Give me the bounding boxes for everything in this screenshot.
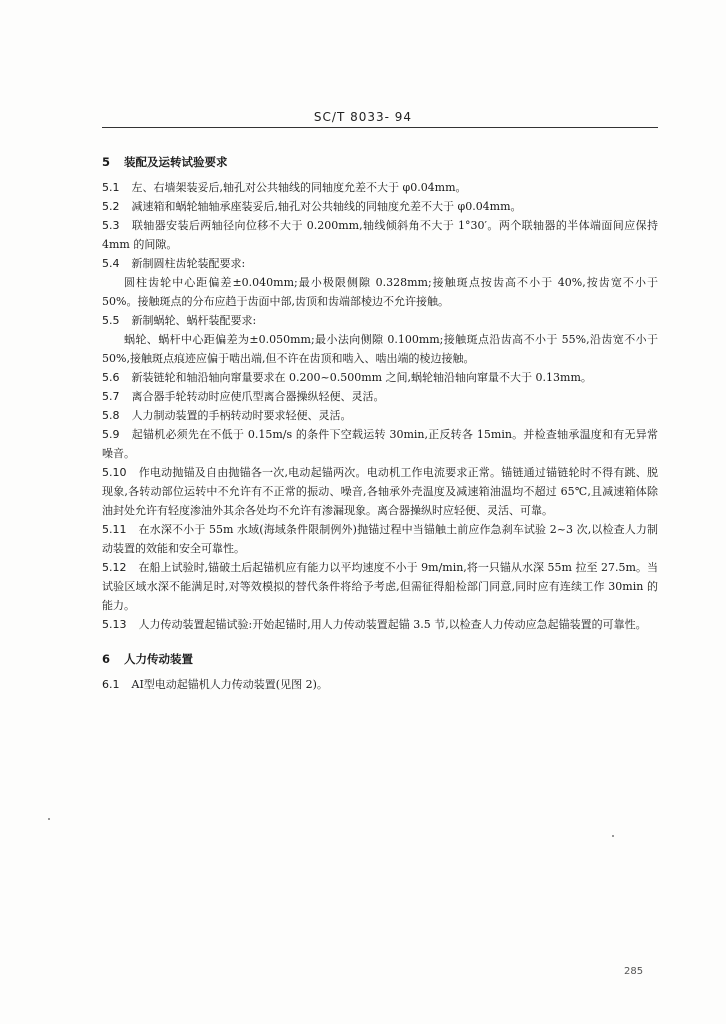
clause-number: 5.6 bbox=[102, 371, 120, 384]
clause-6-1 bbox=[102, 675, 658, 694]
clause-5-13 bbox=[102, 615, 658, 634]
clause-number: 5.12 bbox=[102, 561, 127, 574]
clause-5-4 bbox=[102, 254, 658, 273]
clause-5-10 bbox=[102, 463, 658, 520]
clause-text: 起锚机必须先在不低于 0.15m/s 的条件下空载运转 30min,正反转各 15min。并检查轴承温度和有无异常噪音。 bbox=[102, 428, 658, 460]
section-number: 5 bbox=[102, 155, 111, 169]
clause-5-6 bbox=[102, 368, 658, 387]
clause-text: 在船上试验时,锚破土后起锚机应有能力以平均速度不小于 9m/min,将一只锚从水深 55m 拉至 27.5m。当试验区域水深不能满足时,对等效模拟的替代条件将给予考虑,但需征得船检部门同意,同时应有连续工作 30min 的能力。 bbox=[102, 561, 658, 612]
section-number: 6 bbox=[102, 652, 111, 666]
section-6-heading bbox=[102, 650, 658, 669]
section-5-heading bbox=[102, 153, 658, 172]
clause-text: AⅠ型电动起锚机人力传动装置(见图 2)。 bbox=[131, 678, 328, 691]
section-title: 装配及运转试验要求 bbox=[124, 155, 228, 169]
clause-number: 5.10 bbox=[102, 466, 127, 479]
clause-text: 减速箱和蜗轮轴轴承座装妥后,轴孔对公共轴线的同轴度允差不大于 φ0.04mm。 bbox=[131, 200, 522, 213]
clause-5-4-body: 圆柱齿轮中心距偏差±0.040mm;最小极限侧隙 0.328mm;接触斑点按齿高不小于 40%,按齿宽不小于 50%。接触斑点的分布应趋于齿面中部,齿顶和齿端部棱边不允许接触。 bbox=[102, 276, 658, 308]
clause-number: 5.9 bbox=[102, 428, 120, 441]
document-body bbox=[102, 147, 658, 694]
clause-text: 离合器手轮转动时应使爪型离合器操纵轻便、灵活。 bbox=[131, 390, 385, 403]
clause-number: 5.1 bbox=[102, 181, 120, 194]
clause-number: 5.13 bbox=[102, 618, 127, 631]
clause-5-9 bbox=[102, 425, 658, 463]
clause-5-3 bbox=[102, 216, 658, 254]
clause-5-1 bbox=[102, 178, 658, 197]
clause-number: 6.1 bbox=[102, 678, 120, 691]
clause-text: 新制蜗轮、蜗杆装配要求: bbox=[131, 314, 257, 327]
clause-number: 5.7 bbox=[102, 390, 120, 403]
clause-text: 人力制动装置的手柄转动时要求轻便、灵活。 bbox=[131, 409, 352, 422]
clause-number: 5.3 bbox=[102, 219, 120, 232]
clause-5-12 bbox=[102, 558, 658, 615]
clause-text: 在水深不小于 55m 水域(海域条件限制例外)抛锚过程中当锚触土前应作急刹车试验 2~3 次,以检查人力制动装置的效能和安全可靠性。 bbox=[102, 523, 658, 555]
section-title: 人力传动装置 bbox=[124, 652, 194, 666]
clause-5-7 bbox=[102, 387, 658, 406]
clause-number: 5.4 bbox=[102, 257, 120, 270]
clause-5-11 bbox=[102, 520, 658, 558]
standard-code-header: SC/T 8033- 94 bbox=[313, 110, 413, 124]
clause-text: 左、右墙架装妥后,轴孔对公共轴线的同轴度允差不大于 φ0.04mm。 bbox=[131, 181, 467, 194]
clause-5-8 bbox=[102, 406, 658, 425]
clause-5-5-body: 蜗轮、蜗杆中心距偏差为±0.050mm;最小法向侧隙 0.100mm;接触斑点沿齿高不小于 55%,沿齿宽不小于 50%,接触斑点痕迹应偏于啮出端,但不许在齿顶和啮入、啮出端的棱边接触。 bbox=[102, 333, 658, 365]
scan-speck bbox=[48, 818, 50, 820]
clause-text: 新制圆柱齿轮装配要求: bbox=[131, 257, 246, 270]
clause-text: 作电动抛锚及自由抛锚各一次,电动起锚两次。电动机工作电流要求正常。锚链通过锚链轮时不得有跳、脱现象,各转动部位运转中不允许有不正常的振动、噪音,各轴承外壳温度及减速箱油温均不超过 65℃,且减速箱体除油封处允许有轻度渗油外其余各处均不允许有渗漏现象。离合器操纵时应轻便、灵活、可靠。 bbox=[102, 466, 658, 517]
clause-number: 5.8 bbox=[102, 409, 120, 422]
clause-text: 人力传动装置起锚试验:开始起锚时,用人力传动装置起锚 3.5 节,以检查人力传动应急起锚装置的可靠性。 bbox=[138, 618, 647, 631]
clause-5-5 bbox=[102, 311, 658, 330]
page-number: 285 bbox=[624, 966, 644, 977]
clause-text: 联轴器安装后两轴径向位移不大于 0.200mm,轴线倾斜角不大于 1°30′。两个联轴器的半体端面间应保持 4mm 的间隙。 bbox=[102, 219, 658, 251]
clause-number: 5.5 bbox=[102, 314, 120, 327]
clause-number: 5.11 bbox=[102, 523, 127, 536]
scan-speck bbox=[612, 835, 614, 837]
clause-text: 新装链轮和轴沿轴向窜量要求在 0.200~0.500mm 之间,蜗轮轴沿轴向窜量不大于 0.13mm。 bbox=[131, 371, 592, 384]
clause-5-2 bbox=[102, 197, 658, 216]
clause-number: 5.2 bbox=[102, 200, 120, 213]
header-rule bbox=[102, 127, 658, 128]
